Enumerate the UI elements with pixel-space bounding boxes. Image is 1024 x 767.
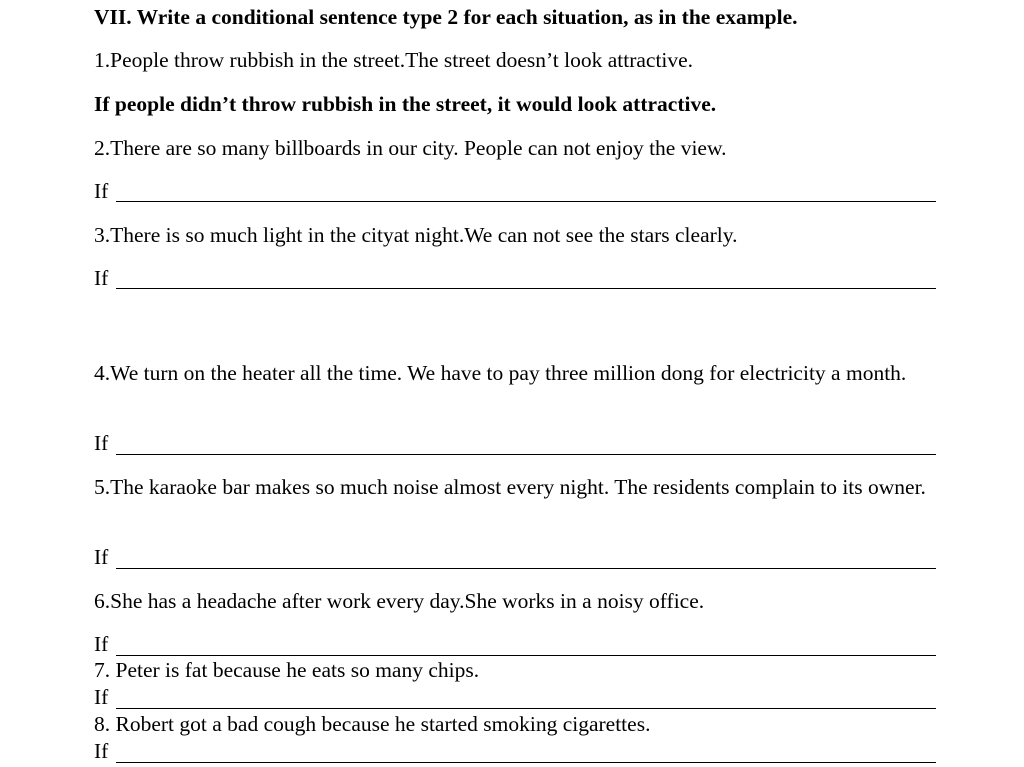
question-7-prompt: 7. Peter is fat because he eats so many chips. [94, 658, 480, 682]
question-8-prompt: 8. Robert got a bad cough because he started smoking cigarettes. [94, 712, 651, 736]
question-3-answer-blank[interactable] [116, 288, 936, 289]
question-5-if-label: If [94, 545, 109, 569]
question-3-prompt: 3.There is so much light in the cityat night.We can not see the stars clearly. [94, 223, 738, 247]
question-4-answer-blank[interactable] [116, 454, 936, 455]
example-prompt: 1.People throw rubbish in the street.The street doesn’t look attractive. [94, 48, 694, 72]
question-2-prompt: 2.There are so many billboards in our city. People can not enjoy the view. [94, 136, 727, 160]
question-6-prompt: 6.She has a headache after work every day.She works in a noisy office. [94, 589, 705, 613]
question-5-answer-blank[interactable] [116, 568, 936, 569]
question-7-answer-blank[interactable] [116, 708, 936, 709]
exercise-title: VII. Write a conditional sentence type 2 for each situation, as in the example. [94, 5, 798, 29]
question-2-answer-blank[interactable] [116, 201, 936, 202]
question-3-if-label: If [94, 266, 109, 290]
question-5-prompt: 5.The karaoke bar makes so much noise almost every night. The residents complain to its owner. [94, 475, 926, 499]
question-6-if-label: If [94, 632, 109, 656]
question-8-answer-blank[interactable] [116, 762, 936, 763]
question-4-if-label: If [94, 431, 109, 455]
question-4-prompt: 4.We turn on the heater all the time. We have to pay three million dong for electricity a month. [94, 361, 907, 385]
question-7-if-label: If [94, 685, 109, 709]
question-6-answer-blank[interactable] [116, 655, 936, 656]
example-answer: If people didn’t throw rubbish in the street, it would look attractive. [94, 92, 717, 116]
question-2-if-label: If [94, 179, 109, 203]
question-8-if-label: If [94, 739, 109, 763]
